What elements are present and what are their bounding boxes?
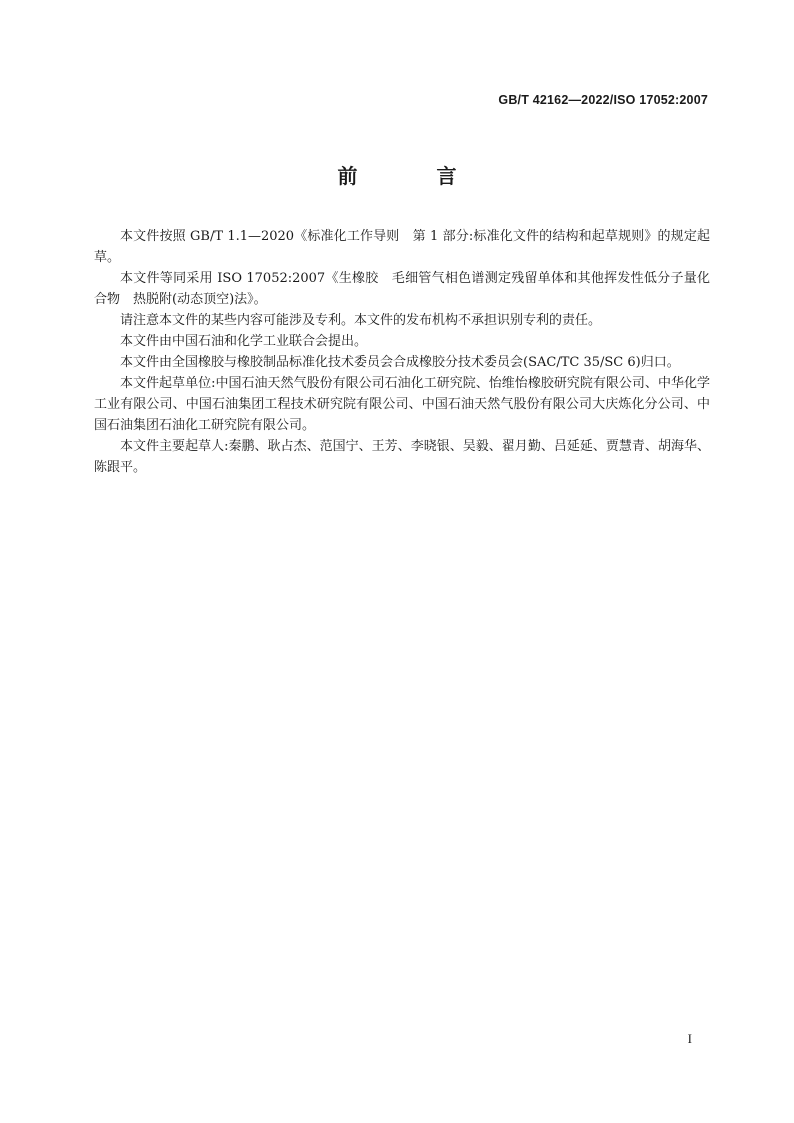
paragraph-patent-notice: 请注意本文件的某些内容可能涉及专利。本文件的发布机构不承担识别专利的责任。 bbox=[120, 313, 602, 328]
paragraph-adoption: 本文件等同采用 ISO 17052:2007《生橡胶 毛细管气相色谱测定残留单体和其他挥发性低分子量化合物 热脱附(动态顶空)法》。 bbox=[94, 271, 710, 307]
page-number: I bbox=[687, 1031, 692, 1046]
paragraph-proposer: 本文件由中国石油和化学工业联合会提出。 bbox=[120, 334, 368, 349]
section-title: 前 言 bbox=[337, 164, 493, 188]
paragraph-drafters: 本文件主要起草人:秦鹏、耿占杰、范国宁、王芳、李晓银、吴毅、翟月勤、吕延延、贾慧青、胡海华、陈跟平。 bbox=[94, 439, 710, 475]
paragraph-drafting-units: 本文件起草单位:中国石油天然气股份有限公司石油化工研究院、怡维怡橡胶研究院有限公司、中华化学工业有限公司、中国石油集团工程技术研究院有限公司、中国石油天然气股份有限公司大庆炼化分公司、中国石油集团石油化工研究院有限公司。 bbox=[94, 376, 710, 433]
paragraph-drafting-rules: 本文件按照 GB/T 1.1—2020《标准化工作导则 第 1 部分:标准化文件的结构和起草规则》的规定起草。 bbox=[94, 229, 710, 265]
document-number: GB/T 42162—2022/ISO 17052:2007 bbox=[498, 93, 708, 107]
paragraph-responsible-committee: 本文件由全国橡胶与橡胶制品标准化技术委员会合成橡胶分技术委员会(SAC/TC 35/SC 6)归口。 bbox=[120, 355, 680, 370]
foreword-body bbox=[94, 226, 710, 478]
